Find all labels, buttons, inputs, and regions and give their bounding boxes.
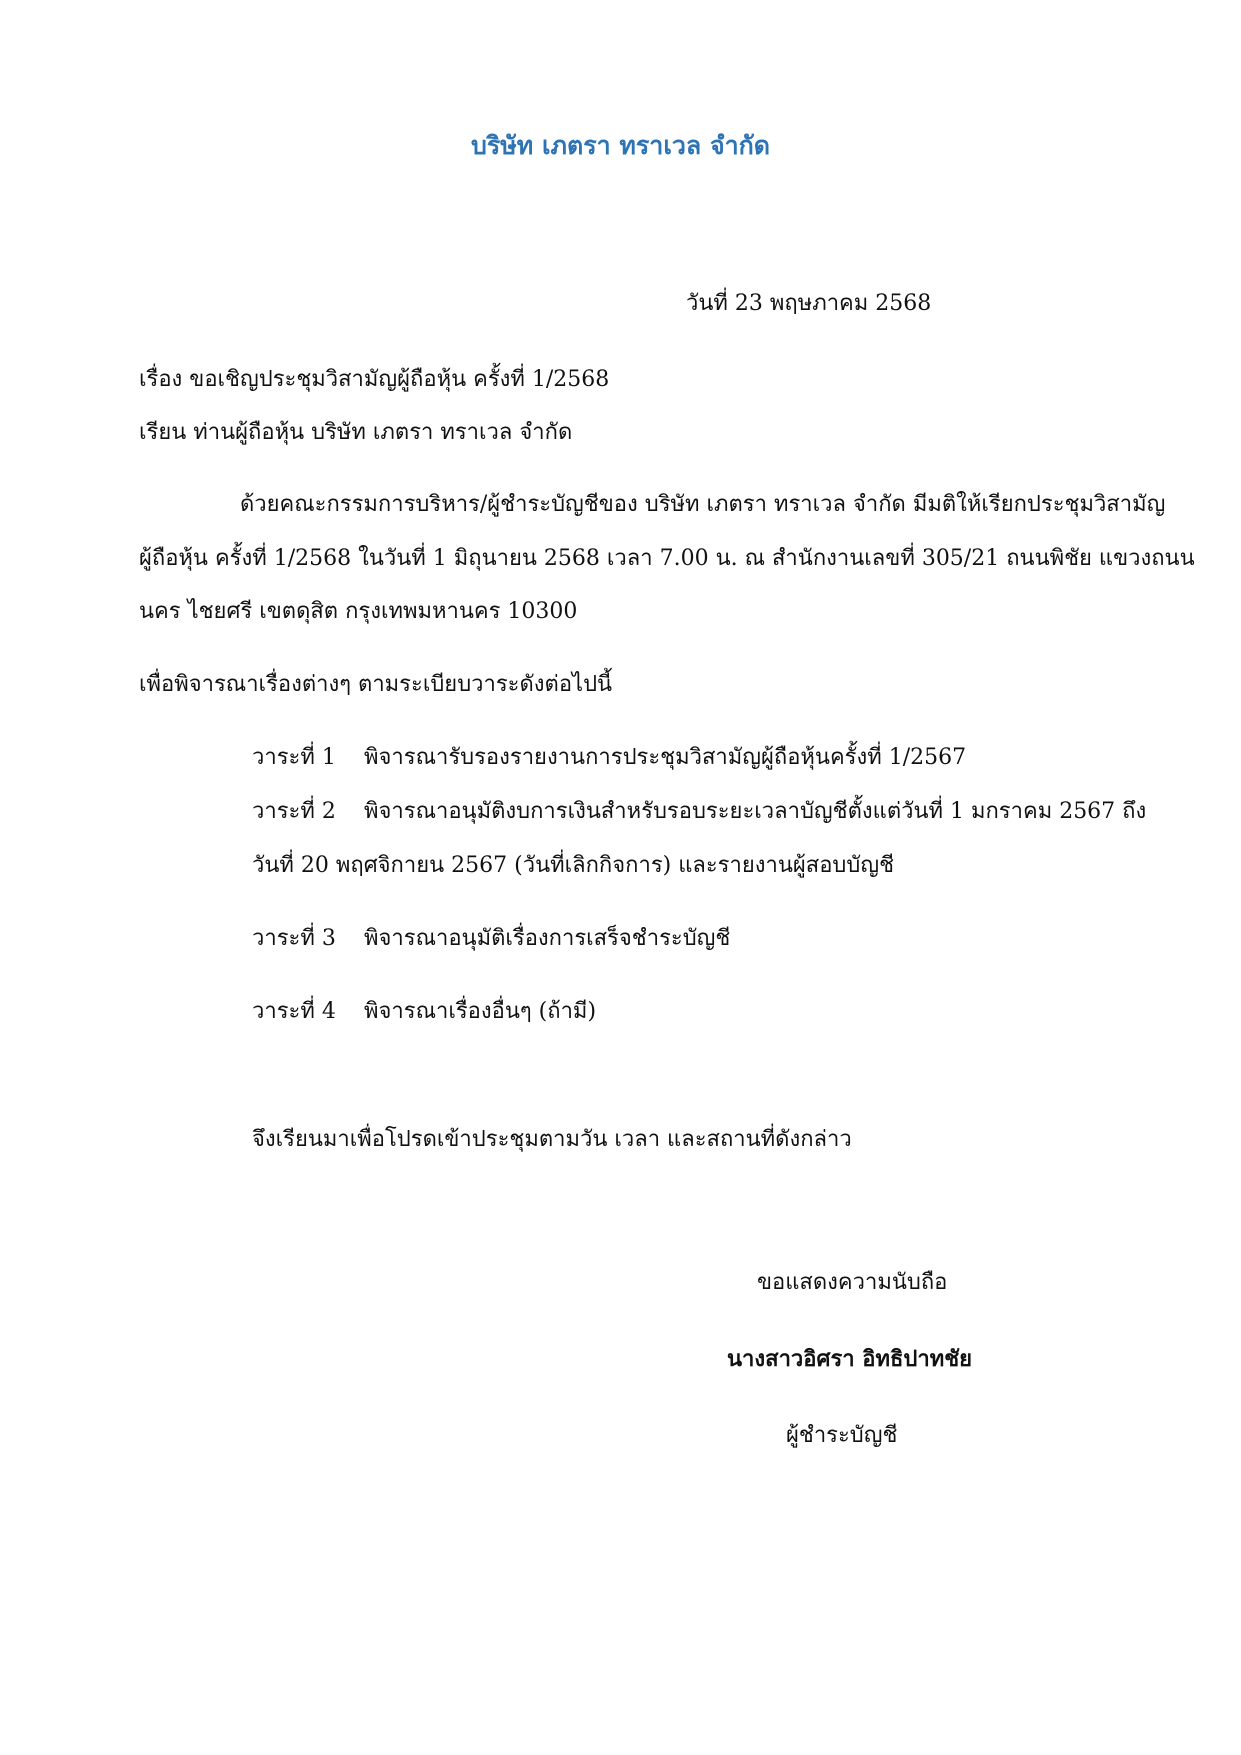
agenda-number: วาระที่ 3 <box>252 926 336 951</box>
company-title: บริษัท เภตรา ทราเวล จำกัด <box>471 131 770 160</box>
agenda-number: วาระที่ 2 <box>252 799 336 824</box>
closing-sentence: จึงเรียนมาเพื่อโปรดเข้าประชุมตามวัน เวลา และสถานที่ดังกล่าว <box>252 1127 852 1152</box>
agenda-number: วาระที่ 4 <box>252 999 336 1024</box>
agenda-text: พิจารณาอนุมัติเรื่องการเสร็จชำระบัญชี <box>364 926 731 951</box>
agenda-text: พิจารณาอนุมัติงบการเงินสำหรับรอบระยะเวลาบัญชีตั้งแต่วันที่ 1 มกราคม 2567 ถึง <box>364 799 1147 824</box>
agenda-text: พิจารณาเรื่องอื่นๆ (ถ้ามี) <box>364 999 597 1024</box>
body-paragraph-line: นคร ไชยศรี เขตดุสิต กรุงเทพมหานคร 10300 <box>139 599 578 624</box>
signer-position: ผู้ชำระบัญชี <box>786 1423 898 1448</box>
letter-subject: เรื่อง ขอเชิญประชุมวิสามัญผู้ถือหุ้น ครั้งที่ 1/2568 <box>139 367 610 392</box>
agenda-intro: เพื่อพิจารณาเรื่องต่างๆ ตามระเบียบวาระดังต่อไปนี้ <box>139 672 613 697</box>
regards-text: ขอแสดงความนับถือ <box>757 1270 948 1295</box>
body-paragraph-line: ด้วยคณะกรรมการบริหาร/ผู้ชำระบัญชีของ บริษัท เภตรา ทราเวล จำกัด มีมติให้เรียกประชุมวิสามัญ <box>240 492 1166 517</box>
agenda-text-continuation: วันที่ 20 พฤศจิกายน 2567 (วันที่เลิกกิจการ) และรายงานผู้สอบบัญชี <box>252 853 895 878</box>
agenda-text: พิจารณารับรองรายงานการประชุมวิสามัญผู้ถือหุ้นครั้งที่ 1/2567 <box>364 745 967 770</box>
signer-name: นางสาวอิศรา อิทธิปาทชัย <box>727 1346 973 1372</box>
letter-date: วันที่ 23 พฤษภาคม 2568 <box>686 291 932 316</box>
agenda-number: วาระที่ 1 <box>252 745 336 770</box>
body-paragraph-line: ผู้ถือหุ้น ครั้งที่ 1/2568 ในวันที่ 1 มิถุนายน 2568 เวลา 7.00 น. ณ สำนักงานเลขที่ 305/21 ถนนพิชัย แขวงถนน <box>139 546 1195 571</box>
letter-recipient: เรียน ท่านผู้ถือหุ้น บริษัท เภตรา ทราเวล จำกัด <box>139 420 573 445</box>
